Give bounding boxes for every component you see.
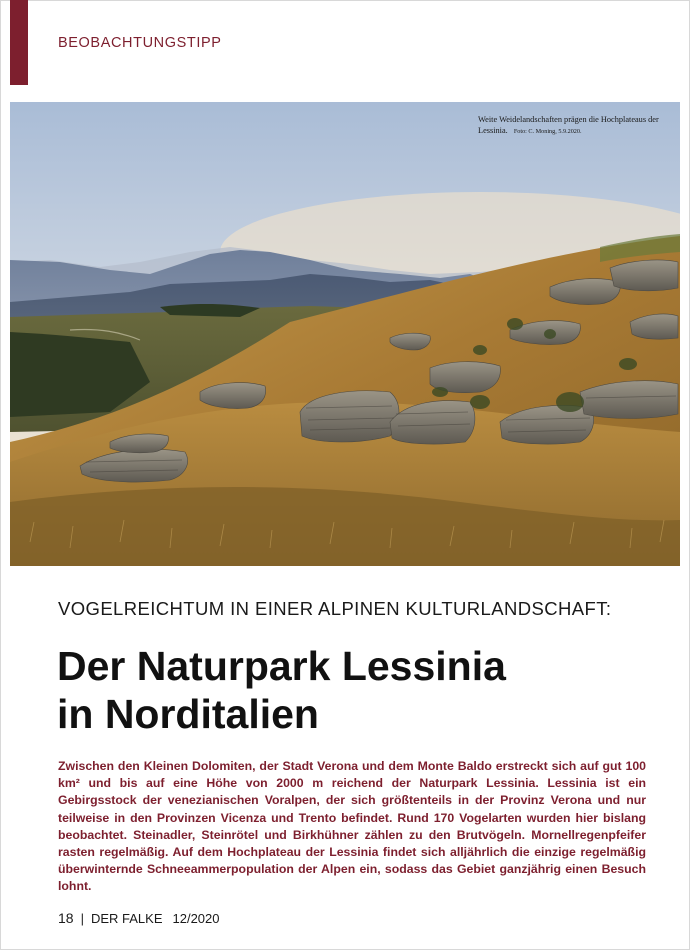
article-title — [57, 642, 677, 738]
issue-number: 12/2020 — [172, 911, 220, 926]
page-number: 18 — [58, 910, 74, 926]
article-lead: Zwischen den Kleinen Dolomiten, der Stadt Verona und dem Monte Baldo erstreckt sich auf gut 100 km² und bis auf eine Höhe von 2000 m reichend der Naturpark Lessinia. Lessinia ist ein Gebirgsstock der venezianischen Voralpen, der sich größtenteils in der Provinz Verona und nur teilweise in den Provinzen Vicenza und Trento befindet. Rund 170 Vogelarten wurden hier bislang beobachtet. Steinadler, Steinrötel und Birkhühner zählen zu den Brutvögeln. Mornellregenpfeifer rasten regelmäßig. Auf dem Hochplateau der Lessinia findet sich alljährlich die einzige regelmäßig überwinternde Schneeammerpopulation der Alpen ein, sodass das Gebiet ganzjährig einen Besuch lohnt. — [58, 759, 646, 894]
caption-text: Weite Weidelandschaften prägen die Hochplateaus der Lessinia. — [478, 115, 659, 135]
photo-credit: Foto: C. Moning, 5.9.2020. — [513, 128, 582, 135]
title-line-2: in Norditalien — [57, 691, 319, 737]
article-kicker: VOGELREICHTUM IN EINER ALPINEN KULTURLANDSCHAFT: — [58, 598, 612, 619]
page-footer — [58, 910, 220, 926]
title-line-1: Der Naturpark Lessinia — [57, 643, 506, 689]
landscape-photo — [10, 102, 680, 566]
photo-caption — [478, 114, 668, 137]
section-label: BEOBACHTUNGSTIPP — [58, 35, 222, 51]
footer-separator: | — [80, 911, 84, 926]
landscape-illustration — [10, 102, 680, 566]
section-color-bar — [10, 0, 28, 85]
magazine-name: DER FALKE — [90, 911, 163, 926]
